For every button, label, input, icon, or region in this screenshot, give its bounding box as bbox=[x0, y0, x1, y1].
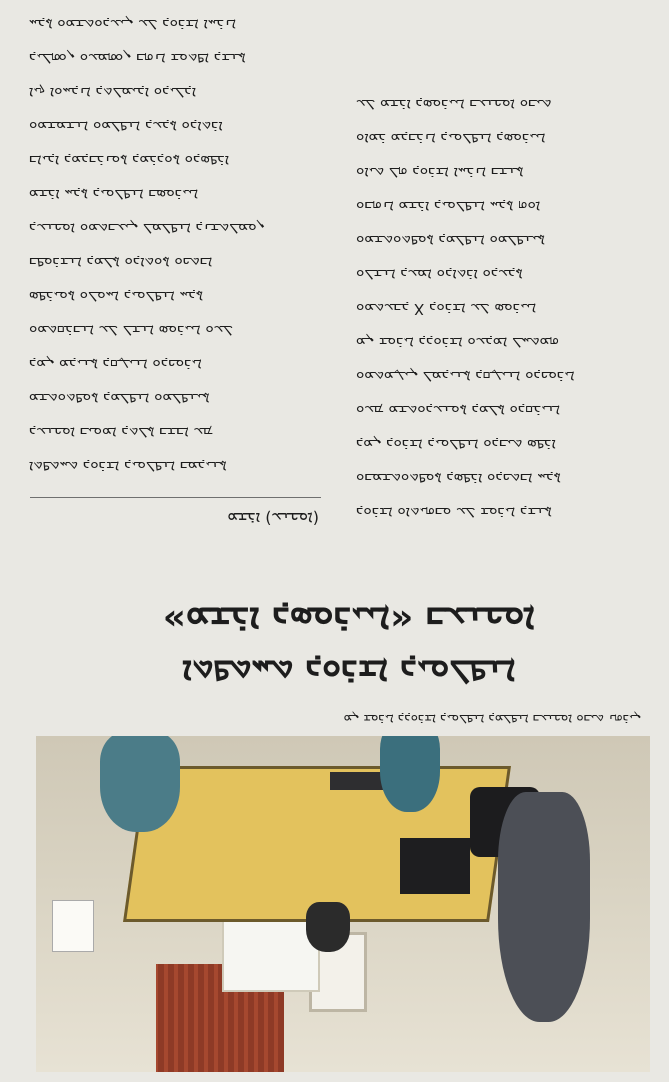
text-line: ܘܠܫܢܐ ܕܥܡܐ ܘܕܐܬܪܐ ܘܕܥܕܬܐ bbox=[356, 266, 523, 284]
text-line: ܘܡܬܡܛܝܢ ܠܡܕܝܢܬܐ ܕܩܛܝܢܐ ܘܕܟܘܪܝܐ bbox=[356, 368, 575, 386]
photo-person-seated bbox=[100, 736, 180, 832]
byline-divider bbox=[30, 497, 321, 498]
text-line: ܘܡܫܡܫܢܐ ܘܡܠܦܢܐ ܕܥܕܬܐ ܘܕܐܬܪܐ bbox=[29, 118, 223, 136]
text-line: ܕܥܢܟܘܐ ܒܝܘܡܐ ܕܬܠܬܐ ܒܫܒܐ ܥܡ bbox=[29, 424, 214, 442]
text-line: ܕܘܪܫܐ ܘܐܬܝܗܒܘ ܥܠ ܫܘܪܝܐ ܕܫܢܬܐ bbox=[356, 504, 552, 522]
text-line: ܘܐܝܬ ܠܗ ܕܘܪܫܐ ܐܚܪܢܐ ܒܫܢܬܐ bbox=[356, 164, 524, 182]
text-line: ܡܢ ܫܘܪܝܐ ܕܕܘܪܫܐ ܘܥܕܡܐ ܠܚܬܡܗ bbox=[356, 334, 560, 352]
photo-monitor bbox=[400, 838, 470, 894]
meeting-photo bbox=[36, 736, 650, 1072]
text-line: ܕܥܢܟܘܐ ܘܡܬܒܥܝܢ ܠܡܠܦܢܐ ܕܢܫܬܠܡܘܢ bbox=[29, 220, 265, 238]
text-line bbox=[29, 0, 323, 8]
text-line: ܘܐܡܪ ܡܕܒܪܢܐ ܕܝܘܠܦܢܐ ܕܣܘܪܝܝܐ bbox=[356, 130, 546, 148]
text-column-left bbox=[356, 88, 650, 530]
text-line: ܐܬܦܬܚܬ ܕܘܪܫܐ ܕܝܘܠܦܢܐ ܒܡܕܝܢܬܐ bbox=[29, 458, 227, 476]
photo-person-seated bbox=[380, 736, 440, 812]
headline-line-2: «ܡܫܪܐ ܕܣܘܪܝܝܐ» ܒܥܢܟܘܐ bbox=[162, 599, 536, 640]
text-line: ܡܫܪܐ ܚܕܬܐ ܕܝܘܠܦܢܐ ܒܣܘܪܝܝܐ bbox=[29, 186, 199, 204]
text-line: ܡܫܬܘܬܦܘܬܐ ܕܡܠܦܢܐ ܘܡܠܦܢܝܬܐ bbox=[29, 390, 210, 408]
text-column-right bbox=[29, 0, 323, 484]
text-line: ܘܡܬܩܪܒܢܐ ܥܠ ܠܫܢܐ ܣܘܪܝܝܐ ܘܥܠ bbox=[29, 322, 233, 340]
text-line: ܘܥܡ ܡܫܬܘܕܥܢܘܬܐ ܕܡܠܬܐ ܘܕܩܪܝܢܐ bbox=[356, 402, 561, 420]
text-line: ܘܒܡܫܬܘܬܦܘܬܐ ܕܣܦܪܐ ܘܕܟܬܒܐ ܚܕܬܐ bbox=[356, 470, 561, 488]
text-line: ܕܝܠܗܘܢ ܘܥܡܗܘܢ ܒܗܢܐ ܫܘܬܦܐ ܕܫܢܬܐ bbox=[29, 50, 246, 68]
text-line: ܚܕܬܐ ܘܡܫܬܘܕܥܝܢ ܥܠ ܕܘܪܫܐ ܐܚܪܢܐ bbox=[29, 16, 237, 34]
byline: ܡܫܪܐ (ܥܢܟܘܐ) bbox=[227, 509, 319, 528]
text-line: ܥܠ ܡܫܪܐ ܕܣܘܪܝܝܐ ܒܥܢܟܘܐ ܘܒܝܬ bbox=[356, 96, 552, 114]
photo-wall-poster bbox=[52, 900, 94, 952]
text-line: ܕܡܢ ܕܘܪܫܐ ܕܝܘܠܦܢܐ ܘܕܒܝܬ ܣܦܪܐ bbox=[356, 436, 556, 454]
text-line: ܣܦܪܝܘܬܐ ܘܠܘܚܐ ܕܝܘܠܦܢܐ ܚܕܬܐ bbox=[29, 288, 204, 306]
text-line: ܘܒܗܢܐ ܡܫܪܐ ܕܝܘܠܦܢܐ ܚܕܬܐ ܗܘܐ bbox=[356, 198, 541, 216]
text-line: ܘܡܬܥܒܕ X ܕܘܪܫܐ ܥܠ ܣܘܪܝܝܐ bbox=[356, 300, 537, 318]
photo-caption: ܡܢ ܫܘܪܝܐ ܕܕܘܪܫܐ ܕܝܘܠܦܢܐ ܕܡܠܦܢܐ ܒܥܢܟܘܐ ܘܒܝܬ ܢܗܪܝܢ bbox=[343, 711, 641, 726]
text-line: ܒܐܝܕܐ ܕܡܕܒܪܢܘܬܐ ܕܡܪܕܘܬܐ ܘܕܣܦܪܐ bbox=[29, 152, 229, 170]
photo-person-standing bbox=[498, 792, 590, 1022]
text-line: ܕܡܢ ܡܕܝܢܬܐ ܕܩܛܝܢܐ ܘܕܟܘܪܝܐ bbox=[29, 356, 202, 374]
text-line: ܐܝܟ ܐܘܚܕܢܐ ܕܬܠܡܝܕܐ ܘܕܝܠܕܐ bbox=[29, 84, 196, 102]
text-line: ܒܦܘܪܫܢܐ ܕܡܠܬܐ ܘܕܐܬܘܬܐ ܘܟܬܒܐ bbox=[29, 254, 213, 272]
text-line: ܘܡܫܬܘܬܦܘܬܐ ܕܡܠܦܢܐ ܘܡܠܦܢܝܬܐ bbox=[356, 232, 545, 250]
headline-line-1: ܐܬܦܬܚܬ ܕܘܪܫܐ ܕܝܘܠܦܢܐ bbox=[182, 652, 516, 692]
photo-person-seated bbox=[306, 902, 350, 952]
